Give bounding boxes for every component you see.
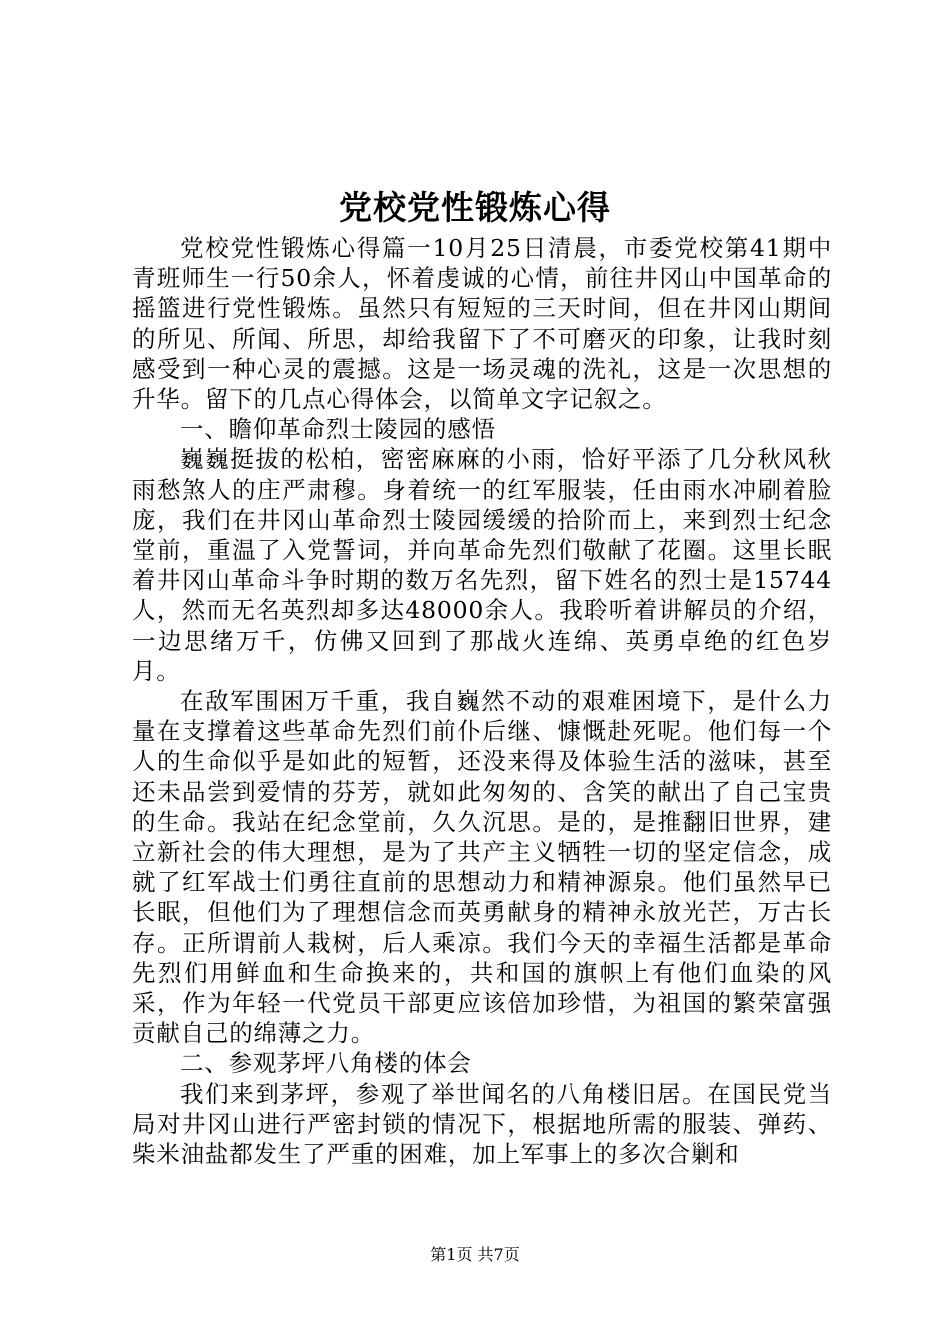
body-paragraph: 在敌军围困万千重，我自巍然不动的艰难困境下，是什么力量在支撑着这些革命先烈们前仆后继、慷慨赴死呢。他们每一个人的生命似乎是如此的短暂，还没来得及体验生活的滋味，甚至还未品尝到爱情的芬芳，就如此匆匆的、含笑的献出了自己宝贵的生命。我站在纪念堂前，久久沉思。是的，是推翻旧世界，建立新社会的伟大理想，是为了共产主义牺牲一切的坚定信念，成就了红军战士们勇往直前的思想动力和精神源泉。他们虽然早已长眠，但他们为了理想信念而英勇献身的精神永放光芒，万古长存。正所谓前人栽树，后人乘凉。我们今天的幸福生活都是革命先烈们用鲜血和生命换来的，共和国的旗帜上有他们血染的风采，作为年轻一代党员干部更应该倍加珍惜，为祖国的繁荣富强贡献自己的绵薄之力。 — [132, 687, 832, 1048]
document-title: 党校党性锻炼心得 — [339, 188, 611, 227]
intro-paragraph: 党校党性锻炼心得篇一10月25日清晨，市委党校第41期中青班师生一行50余人，怀着虔诚的心情，前往井冈山中国革命的摇篮进行党性锻炼。虽然只有短短的三天时间，但在井冈山期间的所见、所闻、所思，却给我留下了不可磨灭的印象，让我时刻感受到一种心灵的震撼。这是一场灵魂的洗礼，这是一次思想的升华。留下的几点心得体会，以简单文字记叙之。 — [132, 234, 832, 414]
body-paragraph: 巍巍挺拔的松柏，密密麻麻的小雨，恰好平添了几分秋风秋雨愁煞人的庄严肃穆。身着统一的红军服装，任由雨水冲刷着脸庞，我们在井冈山革命烈士陵园缓缓的拾阶而上，来到烈士纪念堂前，重温了入党誓词，并向革命先烈们敬献了花圈。这里长眠着井冈山革命斗争时期的数万名先烈，留下姓名的烈士是15744人，然而无名英烈却多达48000余人。我聆听着讲解员的介绍，一边思绪万千，仿佛又回到了那战火连绵、英勇卓绝的红色岁月。 — [132, 445, 832, 685]
document-body — [132, 233, 832, 1169]
section-heading-1: 一、瞻仰革命烈士陵园的感悟 — [180, 415, 496, 444]
body-paragraph: 我们来到茅坪，参观了举世闻名的八角楼旧居。在国民党当局对井冈山进行严密封锁的情况下，根据地所需的服装、弹药、柴米油盐都发生了严重的困难，加上军事上的多次合剿和 — [132, 1079, 832, 1169]
section-heading-2: 二、参观茅坪八角楼的体会 — [180, 1049, 472, 1078]
page-number-footer: 第1页 共7页 — [430, 1245, 520, 1264]
